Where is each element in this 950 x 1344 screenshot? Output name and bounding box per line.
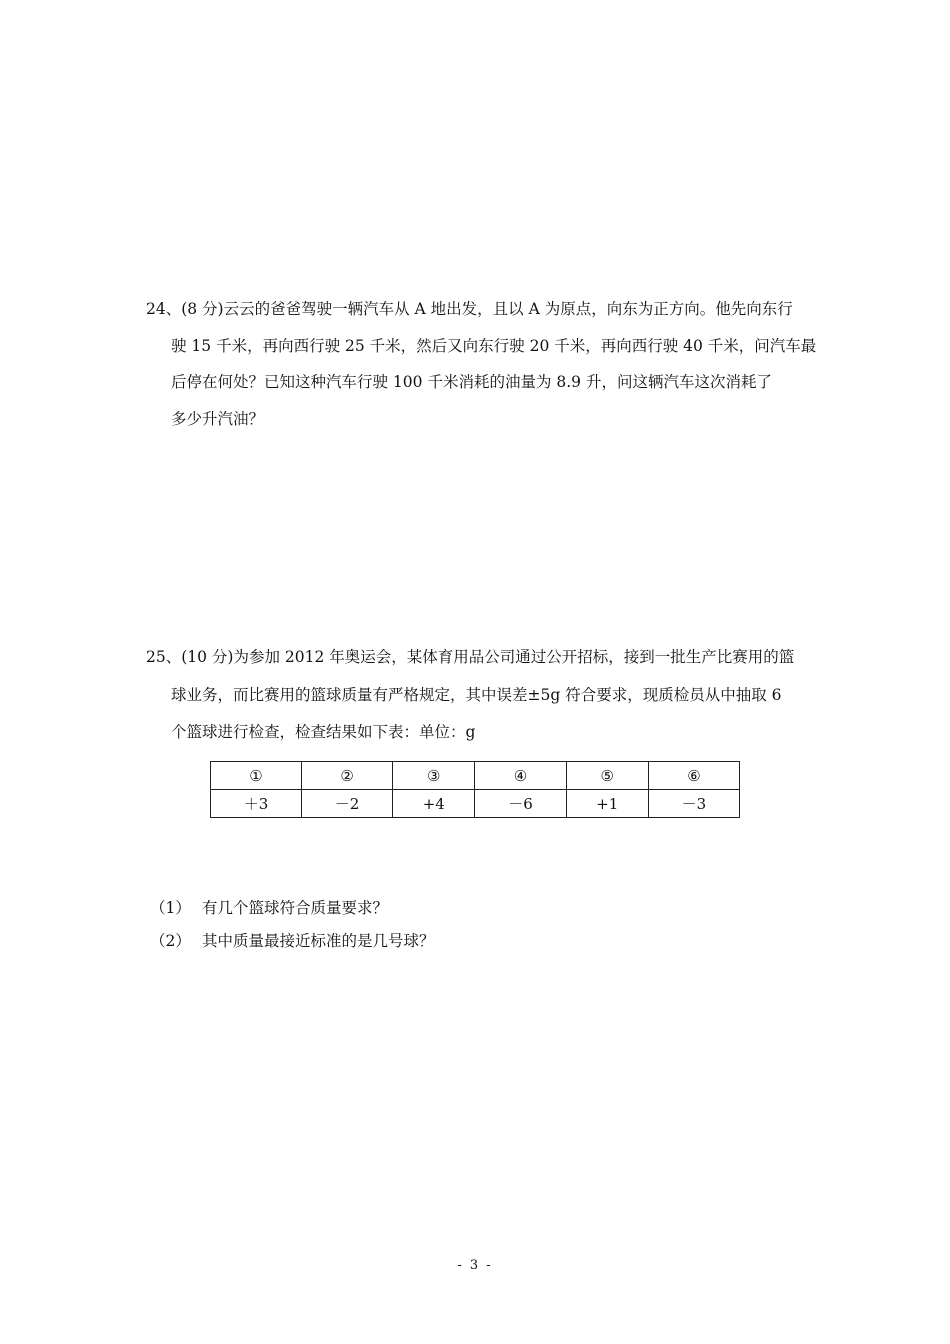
table-header-cell: ② (302, 762, 393, 790)
sub-question-text: 有几个篮球符合质量要求？ (202, 899, 389, 917)
question-25-line-3: 个篮球进行检查，检查结果如下表：单位：g (171, 723, 476, 741)
page-number: - 3 - (457, 1258, 493, 1273)
question-24-line-2: 驶 15 千米，再向西行驶 25 千米，然后又向东行驶 20 千米，再向西行驶 40 千米，问汽车最 (171, 337, 817, 355)
question-25-line-2: 球业务，而比赛用的篮球质量有严格规定，其中误差±5g 符合要求，现质检员从中抽取 6 (171, 686, 782, 704)
sub-question-number: （2） (150, 932, 191, 950)
table-header-cell: ③ (393, 762, 475, 790)
table-header-cell: ① (211, 762, 302, 790)
table-cell: +4 (393, 790, 475, 818)
sub-question-number: （1） (150, 899, 191, 917)
question-24-line-1: 24、(8 分)云云的爸爸驾驶一辆汽车从 A 地出发，且以 A 为原点，向东为正方向。他先向东行 (146, 300, 793, 318)
table-cell: +1 (566, 790, 648, 818)
basketball-results-table (210, 761, 740, 818)
table-cell: －2 (302, 790, 393, 818)
table-cell: ＋3 (211, 790, 302, 818)
table-cell: －6 (475, 790, 566, 818)
table-header-cell: ④ (475, 762, 566, 790)
question-24-line-4: 多少升汽油？ (171, 410, 265, 428)
sub-question-text: 其中质量最接近标准的是几号球？ (202, 932, 435, 950)
question-24-line-3: 后停在何处？已知这种汽车行驶 100 千米消耗的油量为 8.9 升，问这辆汽车这次消耗了 (171, 373, 772, 391)
question-25-line-1: 25、(10 分)为参加 2012 年奥运会，某体育用品公司通过公开招标，接到一批生产比赛用的篮 (146, 648, 795, 666)
table-row (211, 790, 740, 818)
table-header-cell: ⑤ (566, 762, 648, 790)
table-header-row (211, 762, 740, 790)
table-cell: －3 (648, 790, 739, 818)
sub-question-1 (150, 898, 388, 918)
table-header-cell: ⑥ (648, 762, 739, 790)
sub-question-2 (150, 931, 435, 951)
